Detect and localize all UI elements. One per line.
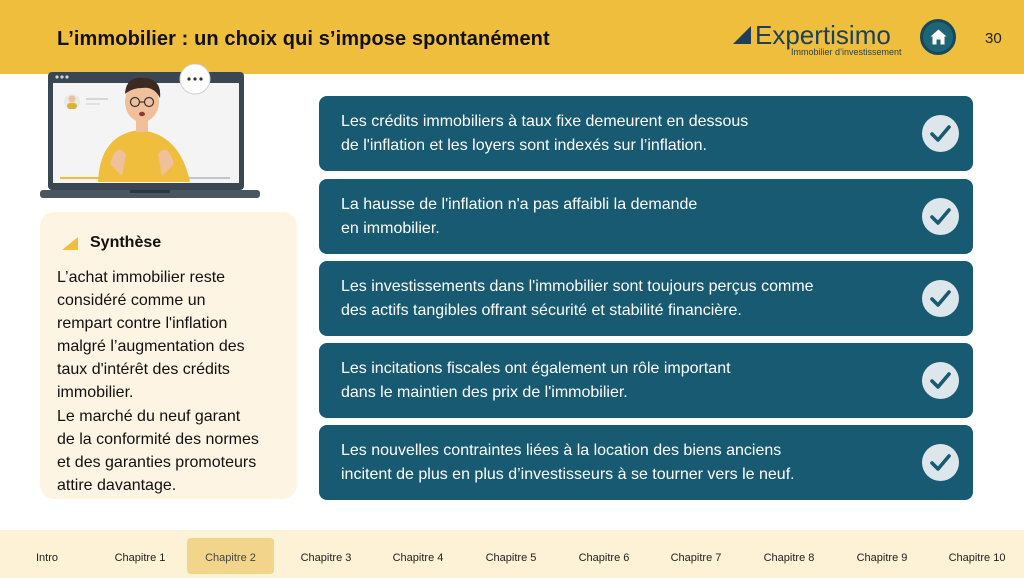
nav-item-chapitre-6[interactable]: Chapitre 6 bbox=[578, 552, 630, 564]
check-icon bbox=[922, 280, 959, 317]
logo-name: Expertisimo bbox=[755, 20, 891, 50]
point-text: Les investissements dans l'immobilier sont toujours perçus comme des actifs tangibles offrant sécurité et stabilité financière. bbox=[341, 278, 814, 319]
point-text: Les crédits immobiliers à taux fixe demeurent en dessous de l'inflation et les loyers sont indexés sur l’inflation. bbox=[341, 113, 749, 154]
home-button[interactable] bbox=[920, 19, 956, 55]
check-icon bbox=[922, 444, 959, 481]
synthesis-title: Synthèse bbox=[90, 234, 162, 251]
home-icon bbox=[930, 29, 947, 45]
nav-item-intro[interactable]: Intro bbox=[35, 552, 58, 564]
point-card bbox=[319, 179, 973, 254]
page-title: L’immobilier : un choix qui s’impose spontanément bbox=[57, 28, 550, 50]
video-call-illustration bbox=[40, 64, 262, 206]
logo-triangle-icon bbox=[733, 26, 751, 44]
check-icon bbox=[922, 115, 959, 152]
synthesis-body: L’achat immobilier reste considéré comme un rempart contre l'inflation malgré l’augmentation des taux d'intérêt des crédits immobilier. Le marché du neuf garant de la conformité des normes et des garanties promoteurs attire davantage. bbox=[57, 269, 259, 494]
point-text: La hausse de l'inflation n'a pas affaibli la demande en immobilier. bbox=[341, 196, 698, 237]
nav-item-chapitre-5[interactable]: Chapitre 5 bbox=[485, 552, 537, 564]
point-card bbox=[319, 96, 973, 171]
point-card bbox=[319, 425, 973, 500]
chapter-nav bbox=[0, 530, 1024, 578]
synthesis-card bbox=[40, 212, 297, 499]
nav-item-chapitre-10[interactable]: Chapitre 10 bbox=[948, 552, 1006, 564]
header-bar bbox=[0, 0, 1024, 74]
point-card bbox=[319, 343, 973, 418]
triangle-icon bbox=[62, 237, 78, 250]
check-icon bbox=[922, 198, 959, 235]
point-text: Les nouvelles contraintes liées à la location des biens anciens incitent de plus en plus d’investisseurs à se tourner vers le neuf. bbox=[341, 442, 795, 483]
logo-tagline: Immobilier d’investissement bbox=[791, 47, 902, 57]
nav-item-chapitre-8[interactable]: Chapitre 8 bbox=[763, 552, 815, 564]
expertisimo-logo[interactable] bbox=[733, 20, 903, 60]
nav-item-chapitre-4[interactable]: Chapitre 4 bbox=[392, 552, 444, 564]
nav-item-chapitre-1[interactable]: Chapitre 1 bbox=[114, 552, 166, 564]
check-icon bbox=[922, 362, 959, 399]
point-text: Les incitations fiscales ont également un rôle important dans le maintien des prix de l'immobilier. bbox=[341, 360, 731, 401]
nav-item-chapitre-7[interactable]: Chapitre 7 bbox=[670, 552, 722, 564]
nav-item-chapitre-3[interactable]: Chapitre 3 bbox=[300, 552, 352, 564]
point-card bbox=[319, 261, 973, 336]
nav-item-chapitre-2[interactable]: Chapitre 2 bbox=[187, 538, 274, 574]
nav-item-chapitre-9[interactable]: Chapitre 9 bbox=[856, 552, 908, 564]
page-number: 30 bbox=[985, 30, 1002, 47]
